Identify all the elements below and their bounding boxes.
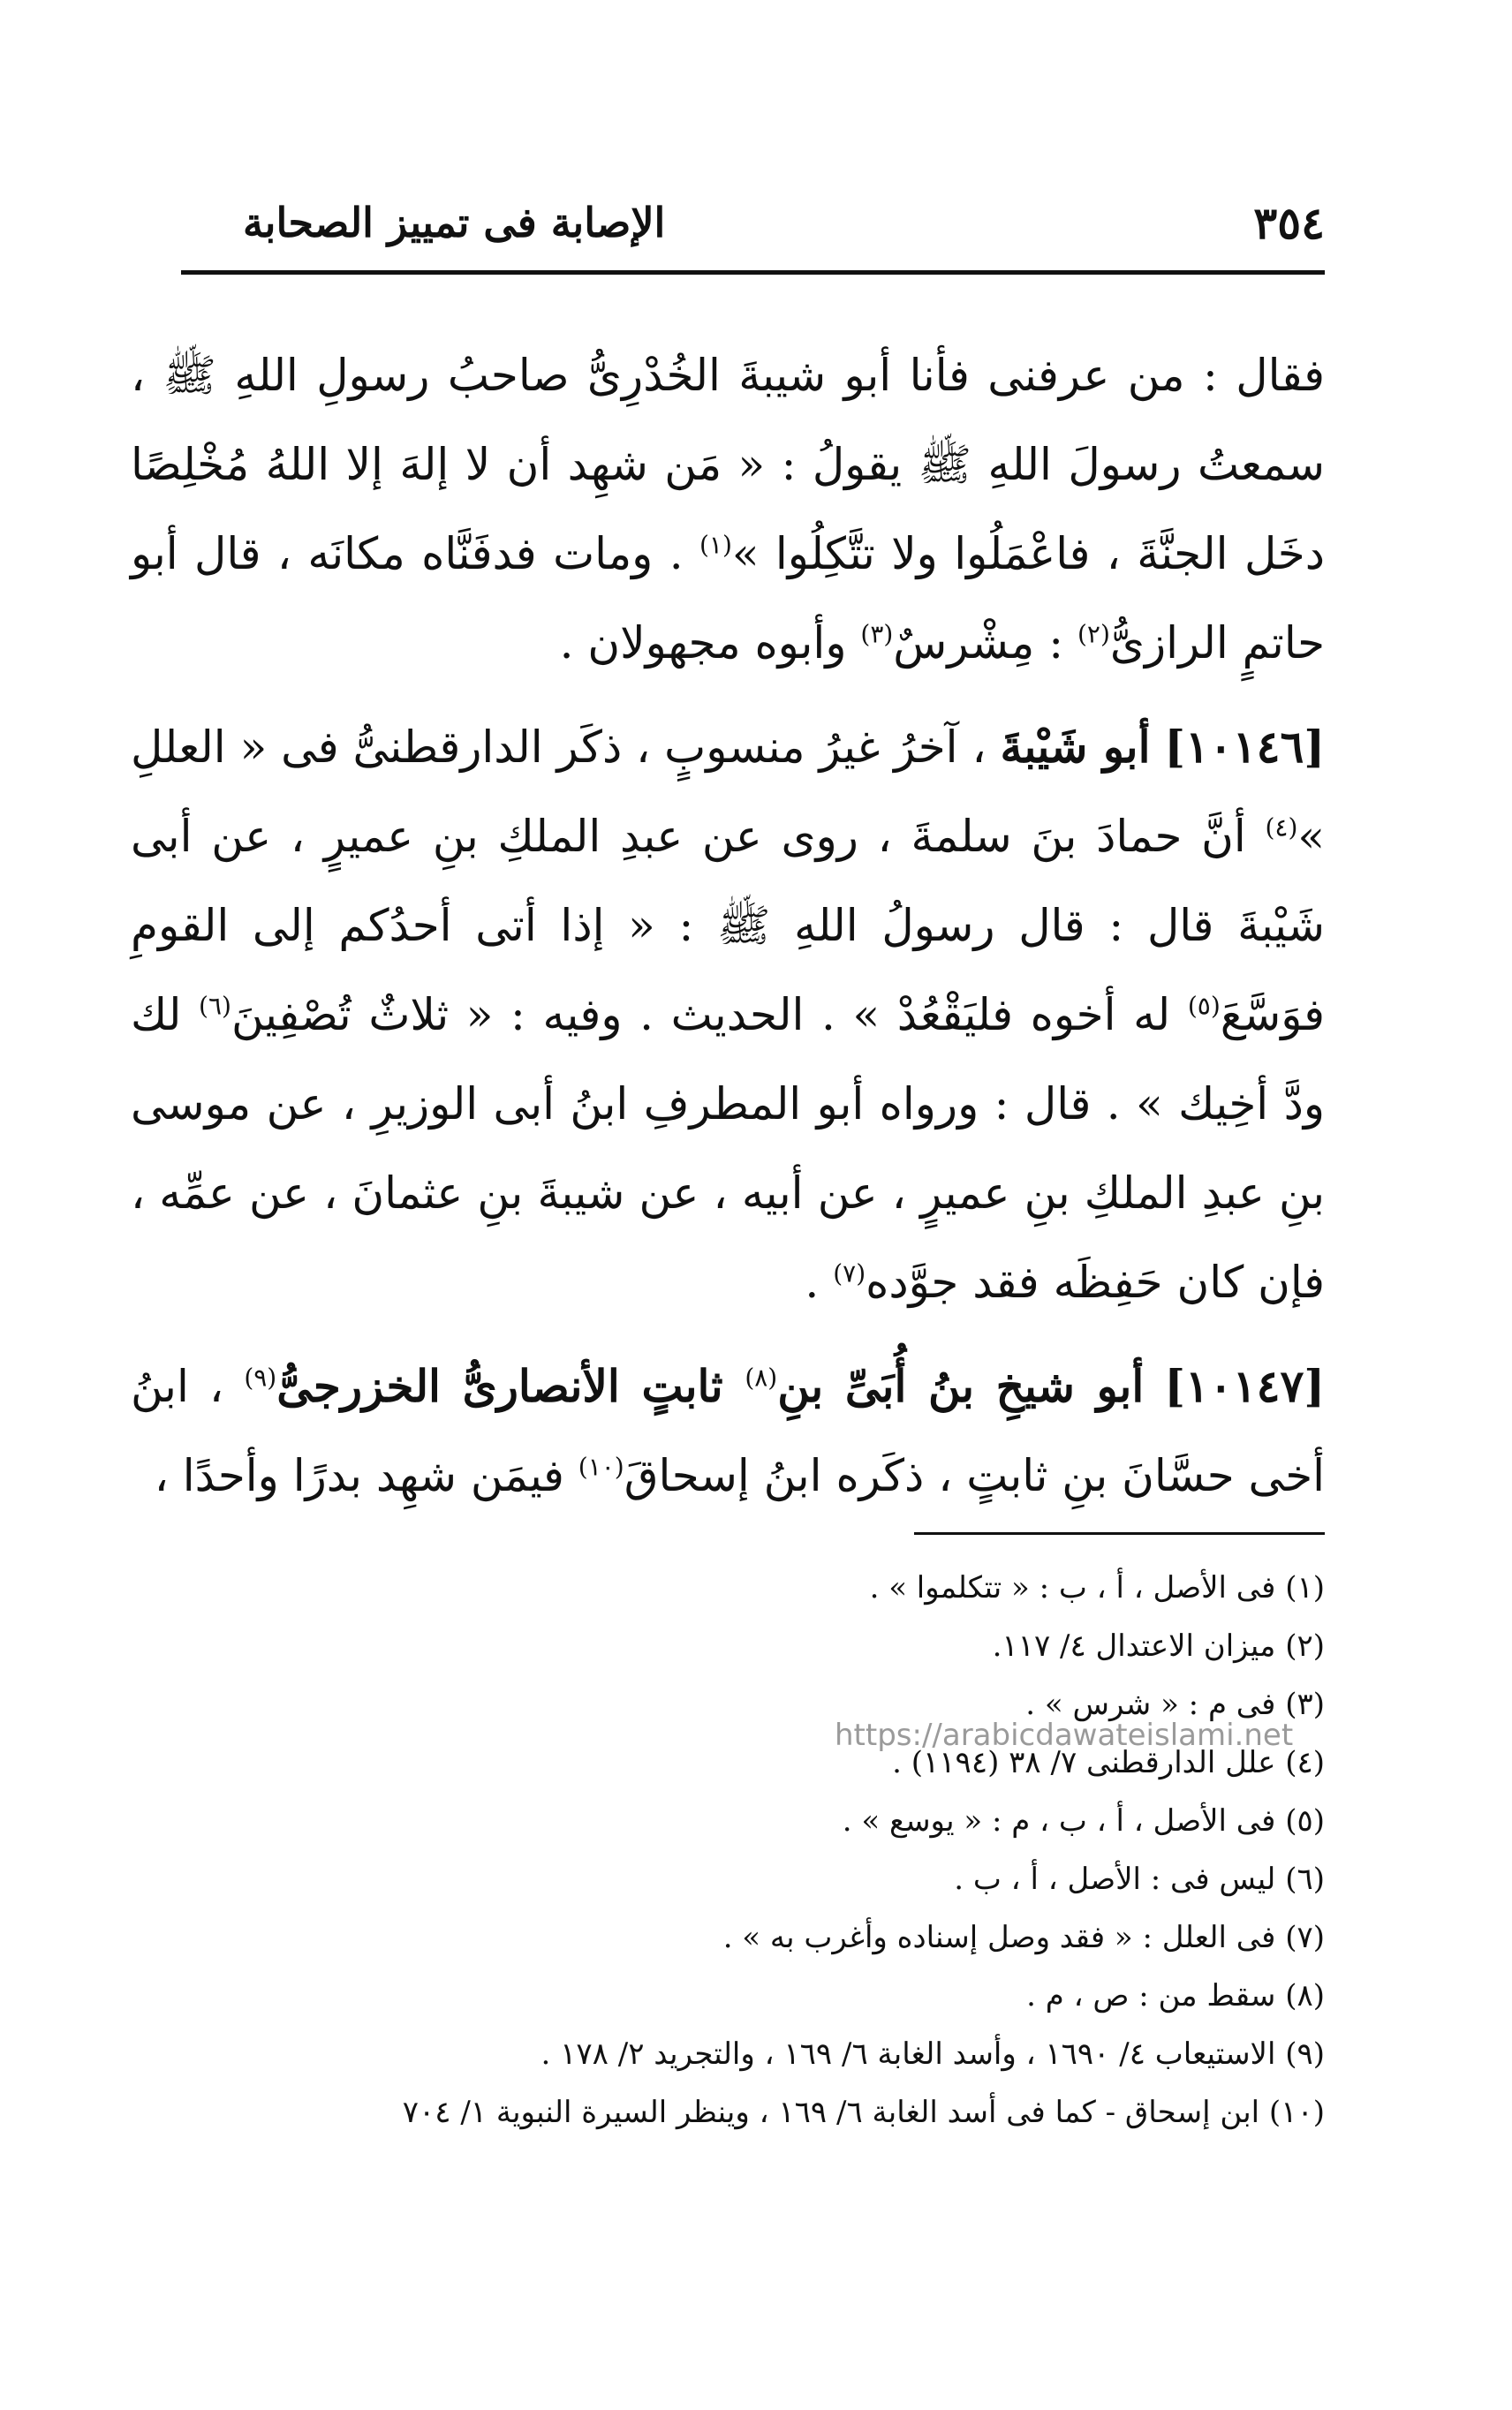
footnotes — [265, 1559, 1325, 2142]
footnote-ref-9: (٩) — [244, 1363, 277, 1393]
footnote-6: (٦) ليس فى : الأصل ، أ ، ب . — [954, 1862, 1325, 1897]
entry-10146 — [131, 702, 1325, 1327]
footnote-9: (٩) الاستيعاب ٤/ ١٦٩٠ ، وأسد الغابة ٦/ ١٦٩ ، والتجريد ٢/ ١٧٨ . — [541, 2036, 1325, 2072]
entry-number: [١٠١٤٧] — [1164, 1360, 1325, 1412]
text-run: فيمَن شهِد بدرًا وأحدًا ، — [154, 1450, 578, 1501]
footnote-ref-6: (٦) — [199, 991, 231, 1021]
text-run: ، آخرُ غيرُ منسوبٍ ، ذكَر الدارقطنىُّ فى « العللِ » — [131, 721, 1325, 862]
entry-10147 — [131, 1341, 1325, 1521]
footnote-ref-8: (٨) — [745, 1363, 778, 1393]
paragraph-continuation — [131, 331, 1325, 688]
header-rule — [181, 270, 1325, 275]
running-title: الإصابة فى تمييز الصحابة — [243, 199, 666, 246]
footnote-5: (٥) فى الأصل ، أ ، ب ، م : « يوسع » . — [842, 1803, 1325, 1839]
entry-name: أبو شَيْبةَ — [1000, 721, 1151, 773]
page-number: ٣٥٤ — [1253, 196, 1325, 249]
footnote-ref-1: (١) — [699, 530, 732, 560]
entry-name: ثابتٍ الأنصارىُّ الخزرجىُّ — [276, 1360, 745, 1412]
footnote-8: (٨) سقط من : ص ، م . — [1026, 1978, 1325, 2013]
footnote-1: (١) فى الأصل ، أ ، ب : « تتكلموا » . — [869, 1570, 1325, 1605]
text-run: ، ابنُ أخى حسَّانَ بنِ ثابتٍ ، ذكَره ابنُ إسحاقَ — [131, 1361, 1325, 1501]
footnote-10: (١٠) ابن إسحاق - كما فى أسد الغابة ٦/ ١٦٩ ، وينظر السيرة النبوية ١/ ٧٠٤ — [402, 2095, 1325, 2130]
text-run: له أخوه فليَقْعُدْ » . الحديث . وفيه : « ثلاثٌ تُصْفِينَ — [231, 989, 1188, 1040]
footnote-ref-5: (٥) — [1187, 991, 1221, 1021]
footnote-3: (٣) فى م : « شرس » . — [1025, 1687, 1325, 1722]
footnote-ref-10: (١٠) — [578, 1452, 624, 1482]
text-run: . ومات فدفَنَّاه مكانَه ، قال أبو حاتمٍ الرازىُّ — [131, 528, 1325, 669]
text-run: . — [805, 1257, 834, 1308]
footnote-ref-3: (٣) — [860, 619, 894, 649]
footnote-ref-4: (٤) — [1265, 812, 1298, 842]
entry-number: [١٠١٤٦] — [1164, 721, 1326, 773]
footnote-separator — [914, 1532, 1325, 1535]
text-run: لك ودَّ أخِيك » . قال : ورواه أبو المطرفِ ابنُ أبى الوزيرِ ، عن موسى بنِ عبدِ الملكِ بنِ عميرٍ ، عن أبيه ، عن شيبةَ بنِ عثمانَ ، عن عمِّه ، فإن كان حَفِظَه فقد جوَّده — [131, 989, 1325, 1308]
footnote-7: (٧) فى العلل : « فقد وصل إسناده وأغرب به » . — [722, 1920, 1325, 1955]
entry-name: أبو شيخِ بنُ أُبَىِّ بنِ — [777, 1360, 1145, 1412]
main-text — [131, 331, 1325, 1521]
footnote-2: (٢) ميزان الاعتدال ٤/ ١١٧. — [992, 1628, 1325, 1664]
text-run: أنَّ حمادَ بنَ سلمةَ ، روى عن عبدِ الملكِ بنِ عميرٍ ، عن أبى شَيْبةَ قال : قال رسولُ اللهِ ﷺ : « إذا أتى أحدُكم إلى القومِ فوَسَّعَ — [131, 811, 1325, 1040]
watermark-url: https://arabicdawateislami.net — [835, 1718, 1294, 1753]
footnote-ref-7: (٧) — [833, 1258, 866, 1288]
page-header — [181, 196, 1325, 249]
footnote-4: (٤) علل الدارقطنى ٧/ ٣٨ (١١٩٤) . — [892, 1745, 1325, 1780]
text-run: : مِشْرسٌ — [893, 617, 1077, 669]
footnote-ref-2: (٢) — [1077, 619, 1110, 649]
text-run: فقال : من عرفنى فأنا أبو شيبةَ الخُدْرِىُّ صاحبُ رسولِ اللهِ ﷺ ، سمعتُ رسولَ اللهِ ﷺ يقولُ : « مَن شهِد أن لا إلهَ إلا اللهُ مُخْلِصًا دخَل الجنَّةَ ، فاعْمَلُوا ولا تتَّكِلُوا » — [131, 350, 1325, 579]
text-run: وأبوه مجهولان . — [559, 617, 861, 669]
